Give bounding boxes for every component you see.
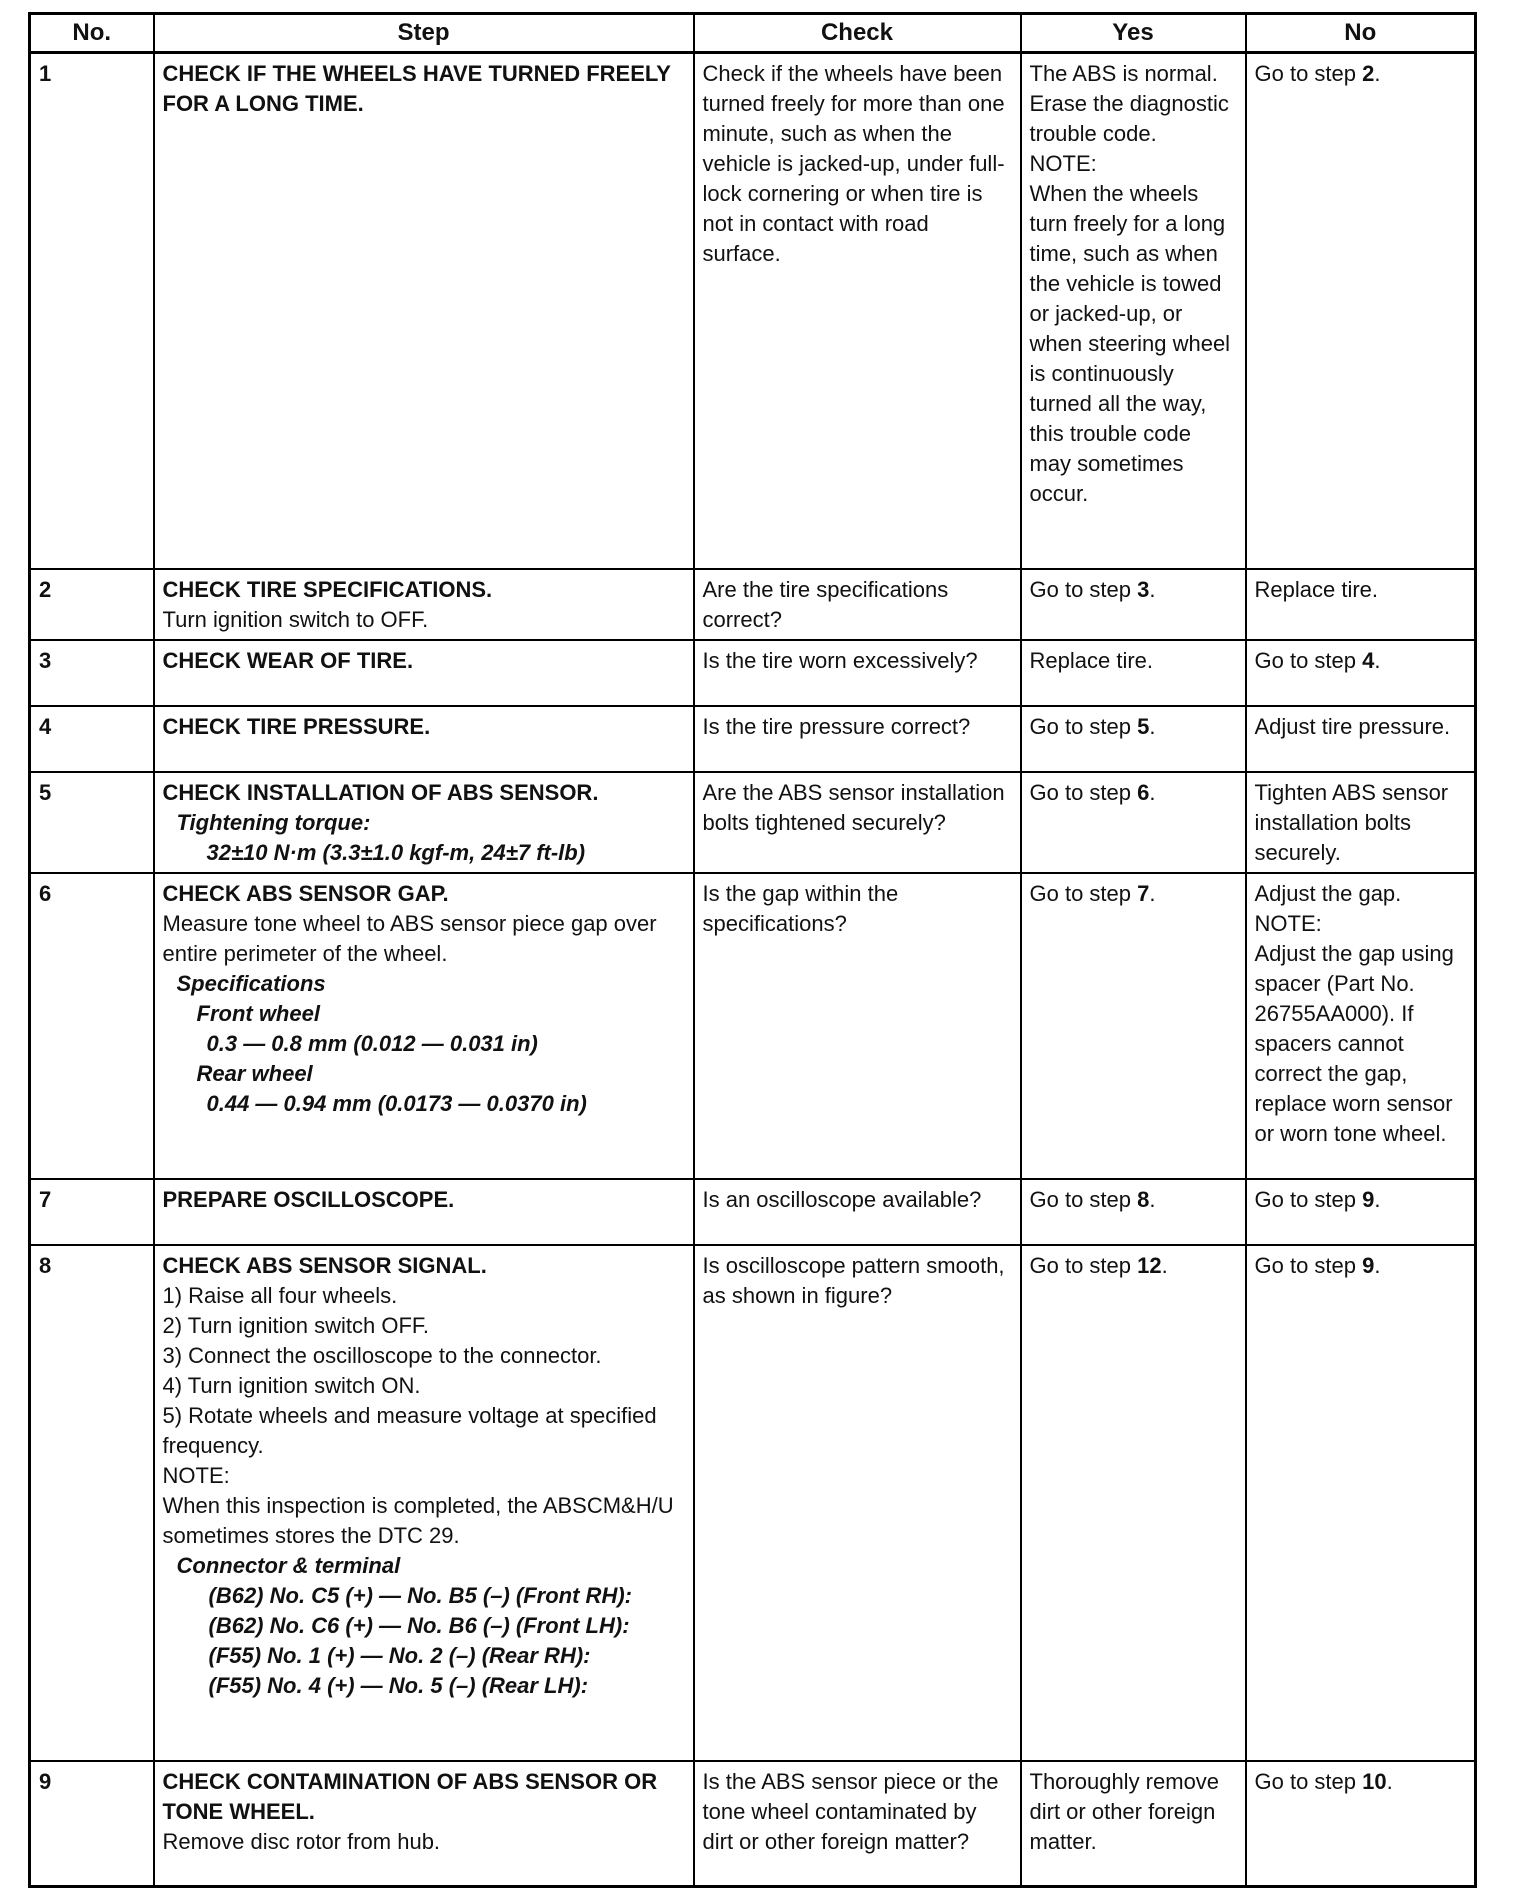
spec-label: Tightening torque: <box>176 809 371 835</box>
step-reference: 10 <box>1362 1768 1387 1794</box>
procedure-line: 2) Turn ignition switch OFF. <box>162 1312 430 1338</box>
step-reference: 2 <box>1362 61 1375 86</box>
step-reference: 4 <box>1362 647 1375 673</box>
yes-cell <box>1021 53 1246 569</box>
no-cell <box>1246 53 1476 569</box>
step-title: CHECK ABS SENSOR SIGNAL. <box>162 1252 487 1278</box>
note-label: NOTE: <box>162 1462 230 1488</box>
procedure-line: 1) Raise all four wheels. <box>162 1282 398 1308</box>
step-text: Measure tone wheel to ABS sensor piece gap over entire perimeter of the wheel. <box>162 910 657 966</box>
step-cell <box>154 1761 694 1887</box>
header-check: Check <box>694 14 1021 53</box>
yes-prefix: Go to step <box>1029 576 1138 602</box>
step-reference: 12 <box>1137 1252 1162 1278</box>
no-prefix: Go to step <box>1254 1768 1363 1794</box>
diagnostic-table <box>28 12 1477 1888</box>
table-row <box>30 706 1476 772</box>
no-prefix: Go to step <box>1254 1252 1363 1278</box>
step-cell <box>154 1245 694 1761</box>
rear-wheel-value: 0.44 — 0.94 mm (0.0173 — 0.0370 in) <box>206 1090 587 1116</box>
front-wheel-label: Front wheel <box>196 1000 320 1026</box>
check-cell: Is an oscilloscope available? <box>694 1179 1021 1245</box>
yes-cell <box>1021 706 1246 772</box>
step-reference: 9 <box>1362 1186 1375 1212</box>
step-cell <box>154 569 694 640</box>
table-row <box>30 772 1476 873</box>
yes-suffix: . <box>1149 576 1156 602</box>
rear-wheel-label: Rear wheel <box>196 1060 313 1086</box>
no-suffix: . <box>1374 61 1381 86</box>
no-suffix: . <box>1374 1186 1381 1212</box>
step-text: Turn ignition switch to OFF. <box>162 606 429 632</box>
step-cell <box>154 706 694 772</box>
procedure-line: 3) Connect the oscilloscope to the connector. <box>162 1342 602 1368</box>
header-no-col: No <box>1246 14 1476 53</box>
header-no: No. <box>30 14 154 53</box>
row-number: 1 <box>30 53 154 569</box>
step-cell <box>154 1179 694 1245</box>
check-cell: Is oscilloscope pattern smooth, as shown in figure? <box>694 1245 1021 1761</box>
step-reference: 9 <box>1362 1252 1375 1278</box>
no-cell <box>1246 1245 1476 1761</box>
no-suffix: . <box>1374 1252 1381 1278</box>
step-reference: 8 <box>1137 1186 1150 1212</box>
note-text: When this inspection is completed, the ABSCM&H/U sometimes stores the DTC 29. <box>162 1492 674 1548</box>
check-cell: Is the ABS sensor piece or the tone wheel contaminated by dirt or other foreign matter? <box>694 1761 1021 1887</box>
row-number: 5 <box>30 772 154 873</box>
yes-cell: Thoroughly remove dirt or other foreign matter. <box>1021 1761 1246 1887</box>
step-text: Remove disc rotor from hub. <box>162 1828 441 1854</box>
no-cell <box>1246 1179 1476 1245</box>
check-cell: Is the tire worn excessively? <box>694 640 1021 706</box>
connector-line: (F55) No. 4 (+) — No. 5 (–) (Rear LH): <box>208 1672 589 1698</box>
yes-prefix: Go to step <box>1029 779 1138 805</box>
check-cell: Is the tire pressure correct? <box>694 706 1021 772</box>
row-number: 6 <box>30 873 154 1179</box>
step-cell <box>154 640 694 706</box>
yes-suffix: . <box>1149 713 1156 739</box>
front-wheel-value: 0.3 — 0.8 mm (0.012 — 0.031 in) <box>206 1030 538 1056</box>
yes-cell <box>1021 569 1246 640</box>
no-cell: Adjust tire pressure. <box>1246 706 1476 772</box>
yes-cell <box>1021 772 1246 873</box>
yes-suffix: . <box>1149 1186 1156 1212</box>
no-cell: Tighten ABS sensor installation bolts securely. <box>1246 772 1476 873</box>
no-cell <box>1246 640 1476 706</box>
step-title: CHECK TIRE SPECIFICATIONS. <box>162 576 493 602</box>
yes-cell: Replace tire. <box>1021 640 1246 706</box>
header-yes: Yes <box>1021 14 1246 53</box>
yes-line: The ABS is normal. Erase the diagnostic trouble code. <box>1029 61 1229 146</box>
yes-cell <box>1021 1179 1246 1245</box>
procedure-line: 5) Rotate wheels and measure voltage at specified frequency. <box>162 1402 657 1458</box>
step-title: CHECK INSTALLATION OF ABS SENSOR. <box>162 779 599 805</box>
yes-note-text: When the wheels turn freely for a long time, such as when the vehicle is towed or jacked-up, or when steering wheel is continuously turned all the way, this trouble code may sometimes occur. <box>1029 181 1231 506</box>
row-number: 8 <box>30 1245 154 1761</box>
connector-line: (F55) No. 1 (+) — No. 2 (–) (Rear RH): <box>208 1642 591 1668</box>
yes-prefix: Go to step <box>1029 880 1138 906</box>
no-cell <box>1246 873 1476 1179</box>
step-reference: 6 <box>1137 779 1150 805</box>
step-title: CHECK ABS SENSOR GAP. <box>162 880 449 906</box>
table-row <box>30 873 1476 1179</box>
yes-suffix: . <box>1149 779 1156 805</box>
yes-prefix: Go to step <box>1029 713 1138 739</box>
header-row <box>30 14 1476 53</box>
step-title: PREPARE OSCILLOSCOPE. <box>162 1186 455 1212</box>
yes-prefix: Go to step <box>1029 1252 1138 1278</box>
table-row <box>30 1761 1476 1887</box>
no-prefix: Go to step <box>1254 647 1363 673</box>
no-cell <box>1246 1761 1476 1887</box>
connector-line: (B62) No. C6 (+) — No. B6 (–) (Front LH): <box>208 1612 630 1638</box>
step-reference: 5 <box>1137 713 1150 739</box>
row-number: 7 <box>30 1179 154 1245</box>
no-note-text: Adjust the gap using spacer (Part No. 26755AA000). If spacers cannot correct the gap, replace worn sensor or worn tone wheel. <box>1254 940 1454 1146</box>
no-cell: Replace tire. <box>1246 569 1476 640</box>
row-number: 3 <box>30 640 154 706</box>
header-step: Step <box>154 14 694 53</box>
yes-prefix: Go to step <box>1029 1186 1138 1212</box>
row-number: 2 <box>30 569 154 640</box>
table-row <box>30 569 1476 640</box>
no-suffix: . <box>1386 1768 1393 1794</box>
row-number: 9 <box>30 1761 154 1887</box>
table-row <box>30 640 1476 706</box>
step-reference: 3 <box>1137 576 1150 602</box>
yes-cell <box>1021 873 1246 1179</box>
step-title: CHECK CONTAMINATION OF ABS SENSOR OR TONE WHEEL. <box>162 1768 658 1824</box>
spec-label: Specifications <box>176 970 326 996</box>
no-prefix: Go to step <box>1254 61 1363 86</box>
spec-value: 32±10 N·m (3.3±1.0 kgf-m, 24±7 ft-lb) <box>206 839 586 865</box>
table-row <box>30 53 1476 569</box>
diagnostic-page <box>28 12 1474 1892</box>
row-number: 4 <box>30 706 154 772</box>
no-note-label: NOTE: <box>1254 910 1322 936</box>
step-title: CHECK TIRE PRESSURE. <box>162 713 431 739</box>
step-cell <box>154 772 694 873</box>
check-cell: Are the ABS sensor installation bolts tightened securely? <box>694 772 1021 873</box>
table-row <box>30 1245 1476 1761</box>
step-title: CHECK WEAR OF TIRE. <box>162 647 414 673</box>
no-prefix: Go to step <box>1254 1186 1363 1212</box>
check-cell: Are the tire specifications correct? <box>694 569 1021 640</box>
yes-suffix: . <box>1149 880 1156 906</box>
no-suffix: . <box>1374 647 1381 673</box>
table-row <box>30 1179 1476 1245</box>
check-cell: Check if the wheels have been turned freely for more than one minute, such as when the vehicle is jacked-up, under full-lock cornering or when tire is not in contact with road surface. <box>694 53 1021 569</box>
no-line: Adjust the gap. <box>1254 880 1402 906</box>
step-reference: 7 <box>1137 880 1150 906</box>
step-title: CHECK IF THE WHEELS HAVE TURNED FREELY FOR A LONG TIME. <box>162 61 671 116</box>
check-cell: Is the gap within the specifications? <box>694 873 1021 1179</box>
step-cell <box>154 873 694 1179</box>
yes-note-label: NOTE: <box>1029 151 1097 176</box>
yes-suffix: . <box>1161 1252 1168 1278</box>
procedure-line: 4) Turn ignition switch ON. <box>162 1372 421 1398</box>
connector-line: (B62) No. C5 (+) — No. B5 (–) (Front RH): <box>208 1582 632 1608</box>
step-cell <box>154 53 694 569</box>
yes-cell <box>1021 1245 1246 1761</box>
connector-label: Connector & terminal <box>176 1552 401 1578</box>
